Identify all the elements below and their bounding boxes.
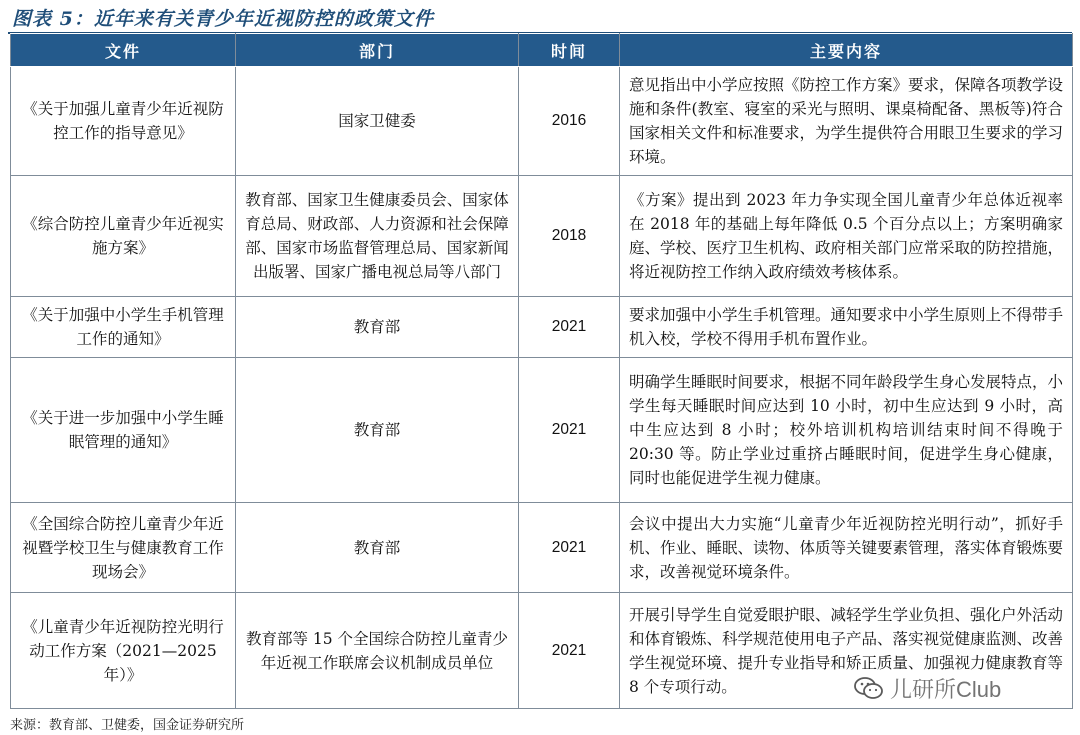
header-content: 主要内容 bbox=[620, 34, 1073, 67]
table-row bbox=[11, 176, 1073, 297]
cell-document: 《综合防控儿童青少年近视实施方案》 bbox=[11, 176, 236, 297]
cell-content: 《方案》提出到 2023 年力争实现全国儿童青少年总体近视率在 2018 年的基础上每年降低 0.5 个百分点以上；方案明确家庭、学校、医疗卫生机构、政府相关部门应常采取的防控措施，将近视防控工作纳入政府绩效考核体系。 bbox=[620, 176, 1073, 297]
cell-year: 2021 bbox=[519, 593, 620, 709]
cell-content: 会议中提出大力实施“儿童青少年近视防控光明行动”，抓好手机、作业、睡眠、读物、体质等关键要素管理，落实体育锻炼要求，改善视觉环境条件。 bbox=[620, 503, 1073, 593]
table-row bbox=[11, 503, 1073, 593]
wechat-icon bbox=[854, 676, 884, 700]
cell-content: 开展引导学生自觉爱眼护眼、减轻学生学业负担、强化户外活动和体育锻炼、科学规范使用电子产品、落实视觉健康监测、改善学生视觉环境、提升专业指导和矫正质量、加强视力健康教育等 8 个专项行动。 bbox=[620, 593, 1073, 709]
cell-department: 教育部 bbox=[236, 297, 519, 358]
cell-year: 2018 bbox=[519, 176, 620, 297]
source-note: 来源：教育部、卫健委，国金证券研究所 bbox=[10, 718, 245, 733]
cell-document: 《关于进一步加强中小学生睡眠管理的通知》 bbox=[11, 358, 236, 503]
figure-title-bar bbox=[8, 2, 1072, 34]
header-year: 时间 bbox=[519, 34, 620, 67]
cell-year: 2016 bbox=[519, 67, 620, 176]
cell-document: 《关于加强中小学生手机管理工作的通知》 bbox=[11, 297, 236, 358]
cell-content: 要求加强中小学生手机管理。通知要求中小学生原则上不得带手机入校，学校不得用手机布置作业。 bbox=[620, 297, 1073, 358]
cell-document: 《儿童青少年近视防控光明行动工作方案（2021—2025 年）》 bbox=[11, 593, 236, 709]
header-department: 部门 bbox=[236, 34, 519, 67]
cell-department: 教育部 bbox=[236, 503, 519, 593]
cell-content: 明确学生睡眠时间要求，根据不同年龄段学生身心发展特点，小学生每天睡眠时间应达到 10 小时，初中生应达到 9 小时，高中生应达到 8 小时；校外培训机构培训结束时间不得晚于 20:30 等。防止学业过重挤占睡眠时间，促进学生身心健康，同时也能促进学生视力健康。 bbox=[620, 358, 1073, 503]
table-row bbox=[11, 297, 1073, 358]
table-row bbox=[11, 67, 1073, 176]
watermark-text: 儿研所Club bbox=[890, 676, 1002, 702]
cell-year: 2021 bbox=[519, 358, 620, 503]
figure-title: 图表 5：近年来有关青少年近视防控的政策文件 bbox=[12, 8, 434, 30]
table-row bbox=[11, 358, 1073, 503]
cell-document: 《全国综合防控儿童青少年近视暨学校卫生与健康教育工作现场会》 bbox=[11, 503, 236, 593]
cell-department: 国家卫健委 bbox=[236, 67, 519, 176]
cell-content: 意见指出中小学应按照《防控工作方案》要求，保障各项教学设施和条件(教室、寝室的采光与照明、课桌椅配备、黑板等)符合国家相关文件和标准要求，为学生提供符合用眼卫生要求的学习环境。 bbox=[620, 67, 1073, 176]
cell-department: 教育部等 15 个全国综合防控儿童青少年近视工作联席会议机制成员单位 bbox=[236, 593, 519, 709]
cell-department: 教育部 bbox=[236, 358, 519, 503]
cell-year: 2021 bbox=[519, 297, 620, 358]
cell-department: 教育部、国家卫生健康委员会、国家体育总局、财政部、人力资源和社会保障部、国家市场监督管理总局、国家新闻出版署、国家广播电视总局等八部门 bbox=[236, 176, 519, 297]
header-document: 文件 bbox=[11, 34, 236, 67]
watermark bbox=[854, 672, 1001, 704]
cell-document: 《关于加强儿童青少年近视防控工作的指导意见》 bbox=[11, 67, 236, 176]
policy-table bbox=[10, 33, 1073, 709]
table-header-row bbox=[11, 34, 1073, 67]
cell-year: 2021 bbox=[519, 503, 620, 593]
